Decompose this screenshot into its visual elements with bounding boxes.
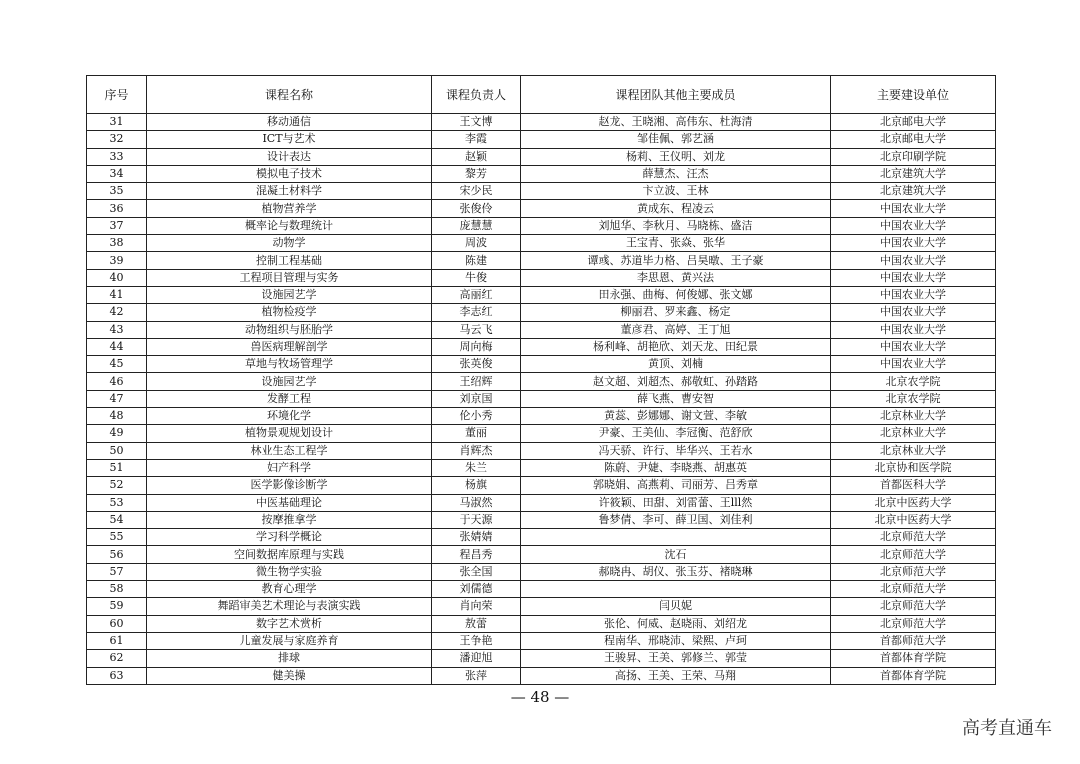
table-row <box>87 131 996 148</box>
cell-institution: 北京农学院 <box>831 373 996 390</box>
cell-institution: 中国农业大学 <box>831 200 996 217</box>
table-row <box>87 477 996 494</box>
cell-index: 60 <box>87 615 147 632</box>
cell-institution: 北京农学院 <box>831 390 996 407</box>
cell-index: 42 <box>87 304 147 321</box>
cell-institution: 中国农业大学 <box>831 304 996 321</box>
header-institution: 主要建设单位 <box>831 76 996 114</box>
cell-index: 32 <box>87 131 147 148</box>
cell-course-name: 概率论与数理统计 <box>147 217 432 234</box>
cell-course-lead: 肖向荣 <box>432 598 521 615</box>
header-course-lead: 课程负责人 <box>432 76 521 114</box>
cell-index: 63 <box>87 667 147 684</box>
cell-course-name: 植物营养学 <box>147 200 432 217</box>
cell-course-lead: 刘京国 <box>432 390 521 407</box>
cell-course-name: 妇产科学 <box>147 459 432 476</box>
cell-course-lead: 宋少民 <box>432 183 521 200</box>
cell-index: 44 <box>87 338 147 355</box>
cell-course-lead: 张俊伶 <box>432 200 521 217</box>
cell-team-members: 尹豪、王美仙、李冠衡、范舒欣 <box>521 425 831 442</box>
cell-course-name: 健美操 <box>147 667 432 684</box>
cell-course-lead: 李霞 <box>432 131 521 148</box>
cell-course-lead: 程昌秀 <box>432 546 521 563</box>
cell-course-lead: 刘儒德 <box>432 581 521 598</box>
cell-team-members: 赵龙、王晓湘、高伟东、杜海清 <box>521 114 831 131</box>
cell-index: 51 <box>87 459 147 476</box>
cell-institution: 中国农业大学 <box>831 338 996 355</box>
cell-course-lead: 高丽红 <box>432 286 521 303</box>
cell-course-name: 发酵工程 <box>147 390 432 407</box>
cell-team-members: 黄成东、程凌云 <box>521 200 831 217</box>
cell-team-members: 李思恩、黄兴法 <box>521 269 831 286</box>
cell-team-members: 许筱颖、田甜、刘雷蕾、王lll然 <box>521 494 831 511</box>
header-team-members: 课程团队其他主要成员 <box>521 76 831 114</box>
cell-team-members: 薛飞燕、曹安智 <box>521 390 831 407</box>
table-body <box>87 114 996 685</box>
cell-team-members: 薛慧杰、汪杰 <box>521 165 831 182</box>
cell-course-name: 混凝土材料学 <box>147 183 432 200</box>
table-row <box>87 546 996 563</box>
header-course-name: 课程名称 <box>147 76 432 114</box>
cell-course-name: 林业生态工程学 <box>147 442 432 459</box>
cell-institution: 中国农业大学 <box>831 286 996 303</box>
cell-index: 35 <box>87 183 147 200</box>
cell-institution: 北京师范大学 <box>831 529 996 546</box>
table-row <box>87 650 996 667</box>
cell-course-lead: 肖辉杰 <box>432 442 521 459</box>
cell-institution: 中国农业大学 <box>831 235 996 252</box>
cell-index: 47 <box>87 390 147 407</box>
cell-team-members: 郝晓冉、胡仪、张玉芬、褚晓琳 <box>521 563 831 580</box>
cell-course-lead: 周波 <box>432 235 521 252</box>
cell-course-name: 排球 <box>147 650 432 667</box>
cell-course-name: ICT与艺术 <box>147 131 432 148</box>
table-row <box>87 321 996 338</box>
cell-course-name: 兽医病理解剖学 <box>147 338 432 355</box>
cell-index: 55 <box>87 529 147 546</box>
cell-team-members: 杨莉、王仪明、刘龙 <box>521 148 831 165</box>
cell-course-lead: 马云飞 <box>432 321 521 338</box>
cell-index: 31 <box>87 114 147 131</box>
table-row <box>87 563 996 580</box>
cell-course-lead: 张萍 <box>432 667 521 684</box>
table-row <box>87 529 996 546</box>
cell-course-name: 工程项目管理与实务 <box>147 269 432 286</box>
cell-index: 54 <box>87 511 147 528</box>
cell-course-lead: 杨旗 <box>432 477 521 494</box>
table-row <box>87 183 996 200</box>
cell-course-lead: 陈建 <box>432 252 521 269</box>
cell-course-name: 草地与牧场管理学 <box>147 356 432 373</box>
cell-team-members: 郭晓娟、高燕莉、司丽芳、吕秀章 <box>521 477 831 494</box>
cell-institution: 首都体育学院 <box>831 650 996 667</box>
cell-index: 45 <box>87 356 147 373</box>
table-row <box>87 598 996 615</box>
cell-course-lead: 伦小秀 <box>432 408 521 425</box>
table-row <box>87 217 996 234</box>
cell-index: 39 <box>87 252 147 269</box>
cell-course-name: 动物学 <box>147 235 432 252</box>
cell-team-members: 黄蕊、彭娜娜、谢文萱、李敏 <box>521 408 831 425</box>
cell-course-name: 数字艺术赏析 <box>147 615 432 632</box>
cell-course-name: 设施园艺学 <box>147 373 432 390</box>
cell-course-lead: 敖蕾 <box>432 615 521 632</box>
table-row <box>87 165 996 182</box>
cell-course-name: 植物景观规划设计 <box>147 425 432 442</box>
table-row <box>87 114 996 131</box>
cell-index: 58 <box>87 581 147 598</box>
cell-institution: 首都体育学院 <box>831 667 996 684</box>
cell-team-members: 鲁梦倩、李可、薛卫国、刘佳利 <box>521 511 831 528</box>
table-row <box>87 286 996 303</box>
cell-institution: 北京师范大学 <box>831 563 996 580</box>
cell-course-name: 中医基础理论 <box>147 494 432 511</box>
cell-institution: 北京师范大学 <box>831 581 996 598</box>
table-row <box>87 200 996 217</box>
cell-institution: 中国农业大学 <box>831 252 996 269</box>
table-row <box>87 373 996 390</box>
cell-course-lead: 王争艳 <box>432 632 521 649</box>
cell-index: 37 <box>87 217 147 234</box>
cell-team-members: 刘旭华、李秋月、马晓栋、盛洁 <box>521 217 831 234</box>
cell-institution: 中国农业大学 <box>831 356 996 373</box>
table-row <box>87 442 996 459</box>
cell-team-members: 陈蔚、尹婕、李晓燕、胡惠英 <box>521 459 831 476</box>
cell-course-name: 学习科学概论 <box>147 529 432 546</box>
cell-course-lead: 张全国 <box>432 563 521 580</box>
cell-course-lead: 张婧婧 <box>432 529 521 546</box>
cell-institution: 首都师范大学 <box>831 632 996 649</box>
table-row <box>87 494 996 511</box>
cell-team-members: 冯天骄、许行、毕华兴、王若水 <box>521 442 831 459</box>
table-row <box>87 408 996 425</box>
cell-institution: 北京印刷学院 <box>831 148 996 165</box>
cell-index: 57 <box>87 563 147 580</box>
table-row <box>87 304 996 321</box>
cell-course-name: 设计表达 <box>147 148 432 165</box>
cell-course-lead: 赵颖 <box>432 148 521 165</box>
cell-institution: 北京邮电大学 <box>831 131 996 148</box>
table-row <box>87 235 996 252</box>
cell-institution: 北京邮电大学 <box>831 114 996 131</box>
cell-team-members: 邹佳佩、郭艺涵 <box>521 131 831 148</box>
cell-team-members: 高扬、王美、王荣、马翔 <box>521 667 831 684</box>
cell-course-lead: 黎芳 <box>432 165 521 182</box>
cell-course-name: 植物检疫学 <box>147 304 432 321</box>
cell-team-members: 黄顶、刘楠 <box>521 356 831 373</box>
cell-institution: 中国农业大学 <box>831 321 996 338</box>
cell-course-lead: 张英俊 <box>432 356 521 373</box>
cell-institution: 北京师范大学 <box>831 598 996 615</box>
cell-institution: 北京中医药大学 <box>831 511 996 528</box>
cell-team-members: 闫贝妮 <box>521 598 831 615</box>
cell-course-name: 教育心理学 <box>147 581 432 598</box>
watermark-text: 高考直通车 <box>962 718 1052 739</box>
cell-team-members: 程南华、邢晓沛、梁熙、卢珂 <box>521 632 831 649</box>
cell-course-name: 环境化学 <box>147 408 432 425</box>
course-table <box>86 75 996 685</box>
cell-index: 46 <box>87 373 147 390</box>
cell-team-members: 张伦、何威、赵晓雨、刘绍龙 <box>521 615 831 632</box>
cell-course-name: 设施园艺学 <box>147 286 432 303</box>
cell-team-members <box>521 529 831 546</box>
cell-team-members: 谭彧、苏道毕力格、吕昊暾、王子豪 <box>521 252 831 269</box>
table-row <box>87 459 996 476</box>
cell-course-name: 动物组织与胚胎学 <box>147 321 432 338</box>
cell-team-members: 王宝青、张焱、张华 <box>521 235 831 252</box>
cell-index: 33 <box>87 148 147 165</box>
cell-course-lead: 潘迎旭 <box>432 650 521 667</box>
cell-course-name: 儿童发展与家庭养育 <box>147 632 432 649</box>
cell-index: 49 <box>87 425 147 442</box>
cell-course-name: 模拟电子技术 <box>147 165 432 182</box>
cell-institution: 北京林业大学 <box>831 408 996 425</box>
cell-institution: 首都医科大学 <box>831 477 996 494</box>
table-row <box>87 356 996 373</box>
cell-course-lead: 于天源 <box>432 511 521 528</box>
cell-course-name: 空间数据库原理与实践 <box>147 546 432 563</box>
table-row <box>87 390 996 407</box>
cell-institution: 中国农业大学 <box>831 217 996 234</box>
cell-institution: 北京林业大学 <box>831 442 996 459</box>
cell-team-members: 杨利峰、胡艳欣、刘天龙、田纪景 <box>521 338 831 355</box>
table-row <box>87 581 996 598</box>
cell-course-lead: 朱兰 <box>432 459 521 476</box>
table-header-row <box>87 76 996 114</box>
cell-team-members: 田永强、曲梅、何俊娜、张文娜 <box>521 286 831 303</box>
cell-course-lead: 牛俊 <box>432 269 521 286</box>
cell-team-members: 王骏昇、王美、郭修兰、郭莹 <box>521 650 831 667</box>
cell-team-members <box>521 581 831 598</box>
cell-institution: 北京中医药大学 <box>831 494 996 511</box>
header-index: 序号 <box>87 76 147 114</box>
table-row <box>87 148 996 165</box>
cell-institution: 北京建筑大学 <box>831 165 996 182</box>
cell-course-name: 舞蹈审美艺术理论与表演实践 <box>147 598 432 615</box>
cell-index: 53 <box>87 494 147 511</box>
page-number: — 48 — <box>510 688 570 706</box>
table-row <box>87 632 996 649</box>
cell-course-lead: 周向梅 <box>432 338 521 355</box>
table-row <box>87 615 996 632</box>
cell-team-members: 董彦君、高婷、王丁旭 <box>521 321 831 338</box>
cell-team-members: 赵文超、刘超杰、郝敬虹、孙踏路 <box>521 373 831 390</box>
cell-course-name: 按摩推拿学 <box>147 511 432 528</box>
cell-index: 40 <box>87 269 147 286</box>
cell-institution: 中国农业大学 <box>831 269 996 286</box>
table-row <box>87 425 996 442</box>
cell-course-name: 微生物学实验 <box>147 563 432 580</box>
cell-index: 34 <box>87 165 147 182</box>
table-row <box>87 269 996 286</box>
cell-index: 38 <box>87 235 147 252</box>
cell-course-lead: 王文博 <box>432 114 521 131</box>
cell-course-lead: 马淑然 <box>432 494 521 511</box>
cell-team-members: 卞立波、王林 <box>521 183 831 200</box>
cell-institution: 北京林业大学 <box>831 425 996 442</box>
table-row <box>87 252 996 269</box>
cell-course-lead: 庞慧慧 <box>432 217 521 234</box>
cell-course-name: 控制工程基础 <box>147 252 432 269</box>
cell-index: 62 <box>87 650 147 667</box>
cell-institution: 北京师范大学 <box>831 615 996 632</box>
cell-index: 41 <box>87 286 147 303</box>
cell-course-lead: 董丽 <box>432 425 521 442</box>
cell-index: 56 <box>87 546 147 563</box>
cell-team-members: 沈石 <box>521 546 831 563</box>
cell-institution: 北京建筑大学 <box>831 183 996 200</box>
table-row <box>87 511 996 528</box>
cell-course-lead: 王绍辉 <box>432 373 521 390</box>
cell-course-lead: 李志红 <box>432 304 521 321</box>
cell-institution: 北京协和医学院 <box>831 459 996 476</box>
cell-course-name: 医学影像诊断学 <box>147 477 432 494</box>
cell-course-name: 移动通信 <box>147 114 432 131</box>
table-row <box>87 338 996 355</box>
cell-team-members: 柳丽君、罗来鑫、杨定 <box>521 304 831 321</box>
cell-index: 59 <box>87 598 147 615</box>
cell-index: 48 <box>87 408 147 425</box>
cell-index: 52 <box>87 477 147 494</box>
cell-index: 50 <box>87 442 147 459</box>
cell-index: 43 <box>87 321 147 338</box>
cell-institution: 北京师范大学 <box>831 546 996 563</box>
table-row <box>87 667 996 684</box>
cell-index: 61 <box>87 632 147 649</box>
cell-index: 36 <box>87 200 147 217</box>
